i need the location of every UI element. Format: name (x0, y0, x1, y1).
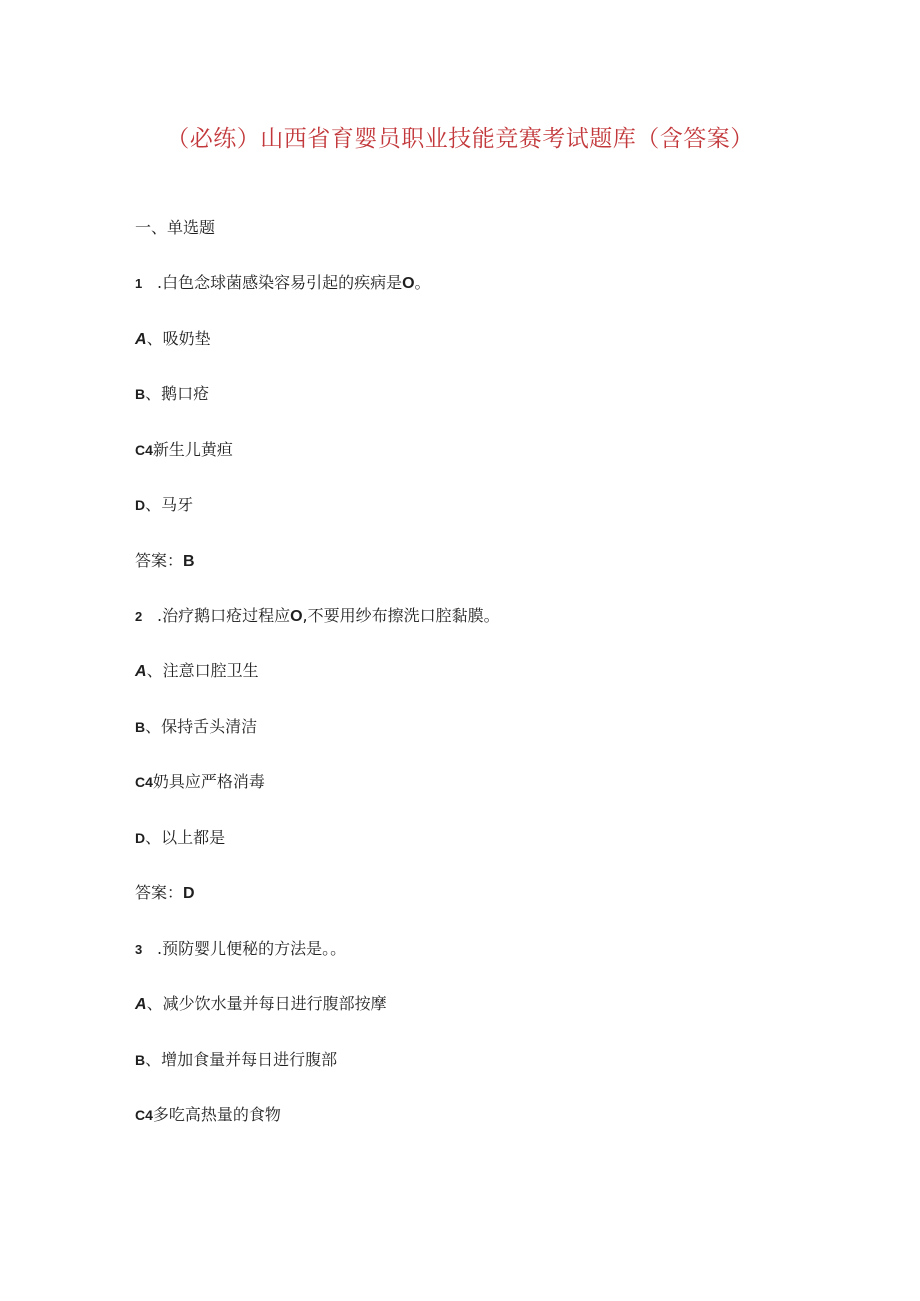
option-text: 保持舌头清洁 (161, 717, 258, 736)
option-text: 新生儿黄疸 (152, 440, 233, 459)
option-text: 注意口腔卫生 (162, 661, 259, 680)
answer-2 (135, 882, 195, 905)
option-c (135, 1104, 281, 1126)
question-blank: O (402, 275, 415, 292)
document-title: （必练）山西省育婴员职业技能竞赛考试题库（含答案） (166, 126, 754, 152)
option-marker: A (135, 996, 147, 1013)
option-text: 增加食量并每日进行腹部 (161, 1050, 338, 1069)
question-text-end: 。 (414, 273, 431, 292)
option-b (135, 383, 209, 405)
option-a (135, 660, 259, 683)
question-text-end: ,不要用纱布擦洗口腔黏膜。 (302, 606, 500, 625)
option-marker: C4 (135, 1107, 153, 1123)
option-separator: 、 (145, 384, 162, 403)
option-text: 减少饮水量并每日进行腹部按摩 (162, 994, 387, 1013)
option-marker: C4 (135, 774, 153, 790)
option-text: 吸奶垫 (162, 329, 211, 348)
question-number: 3 (135, 942, 143, 957)
answer-value: B (183, 553, 195, 570)
option-text: 鹅口疮 (161, 384, 210, 403)
option-separator: 、 (146, 994, 163, 1013)
option-marker: B (135, 386, 146, 402)
option-b (135, 1049, 337, 1071)
option-b (135, 716, 257, 738)
option-marker: B (135, 719, 146, 735)
option-c (135, 439, 233, 461)
option-text: 多吃高热量的食物 (152, 1105, 281, 1124)
option-a (135, 328, 211, 351)
option-marker: C4 (135, 442, 153, 458)
answer-value: D (183, 885, 195, 902)
answer-1 (135, 550, 195, 573)
question-number: 1 (135, 276, 143, 291)
section-heading: 一、单选题 (135, 218, 216, 237)
option-c (135, 771, 265, 793)
option-text: 奶具应严格消毒 (152, 772, 265, 791)
answer-label: 答案： (135, 883, 184, 902)
option-a (135, 993, 387, 1016)
question-text: .白色念球菌感染容易引起的疾病是 (157, 273, 403, 292)
option-separator: 、 (146, 329, 163, 348)
question-number: 2 (135, 609, 143, 624)
option-marker: A (135, 331, 147, 348)
option-separator: 、 (146, 661, 163, 680)
option-marker: D (135, 830, 146, 846)
option-marker: B (135, 1052, 146, 1068)
option-text: 以上都是 (161, 828, 226, 847)
question-text: .治疗鹅口疮过程应 (157, 606, 291, 625)
option-marker: A (135, 663, 147, 680)
question-blank: O (290, 608, 303, 625)
option-d (135, 494, 193, 516)
option-d (135, 827, 225, 849)
question-1 (135, 272, 431, 295)
question-2 (135, 605, 500, 628)
option-separator: 、 (145, 828, 162, 847)
answer-label: 答案： (135, 551, 184, 570)
option-separator: 、 (145, 1050, 162, 1069)
option-separator: 、 (145, 717, 162, 736)
option-text: 马牙 (161, 495, 194, 514)
option-separator: 、 (145, 495, 162, 514)
question-3 (135, 938, 346, 961)
question-text: .预防婴儿便秘的方法是。。 (157, 939, 347, 958)
option-marker: D (135, 497, 146, 513)
